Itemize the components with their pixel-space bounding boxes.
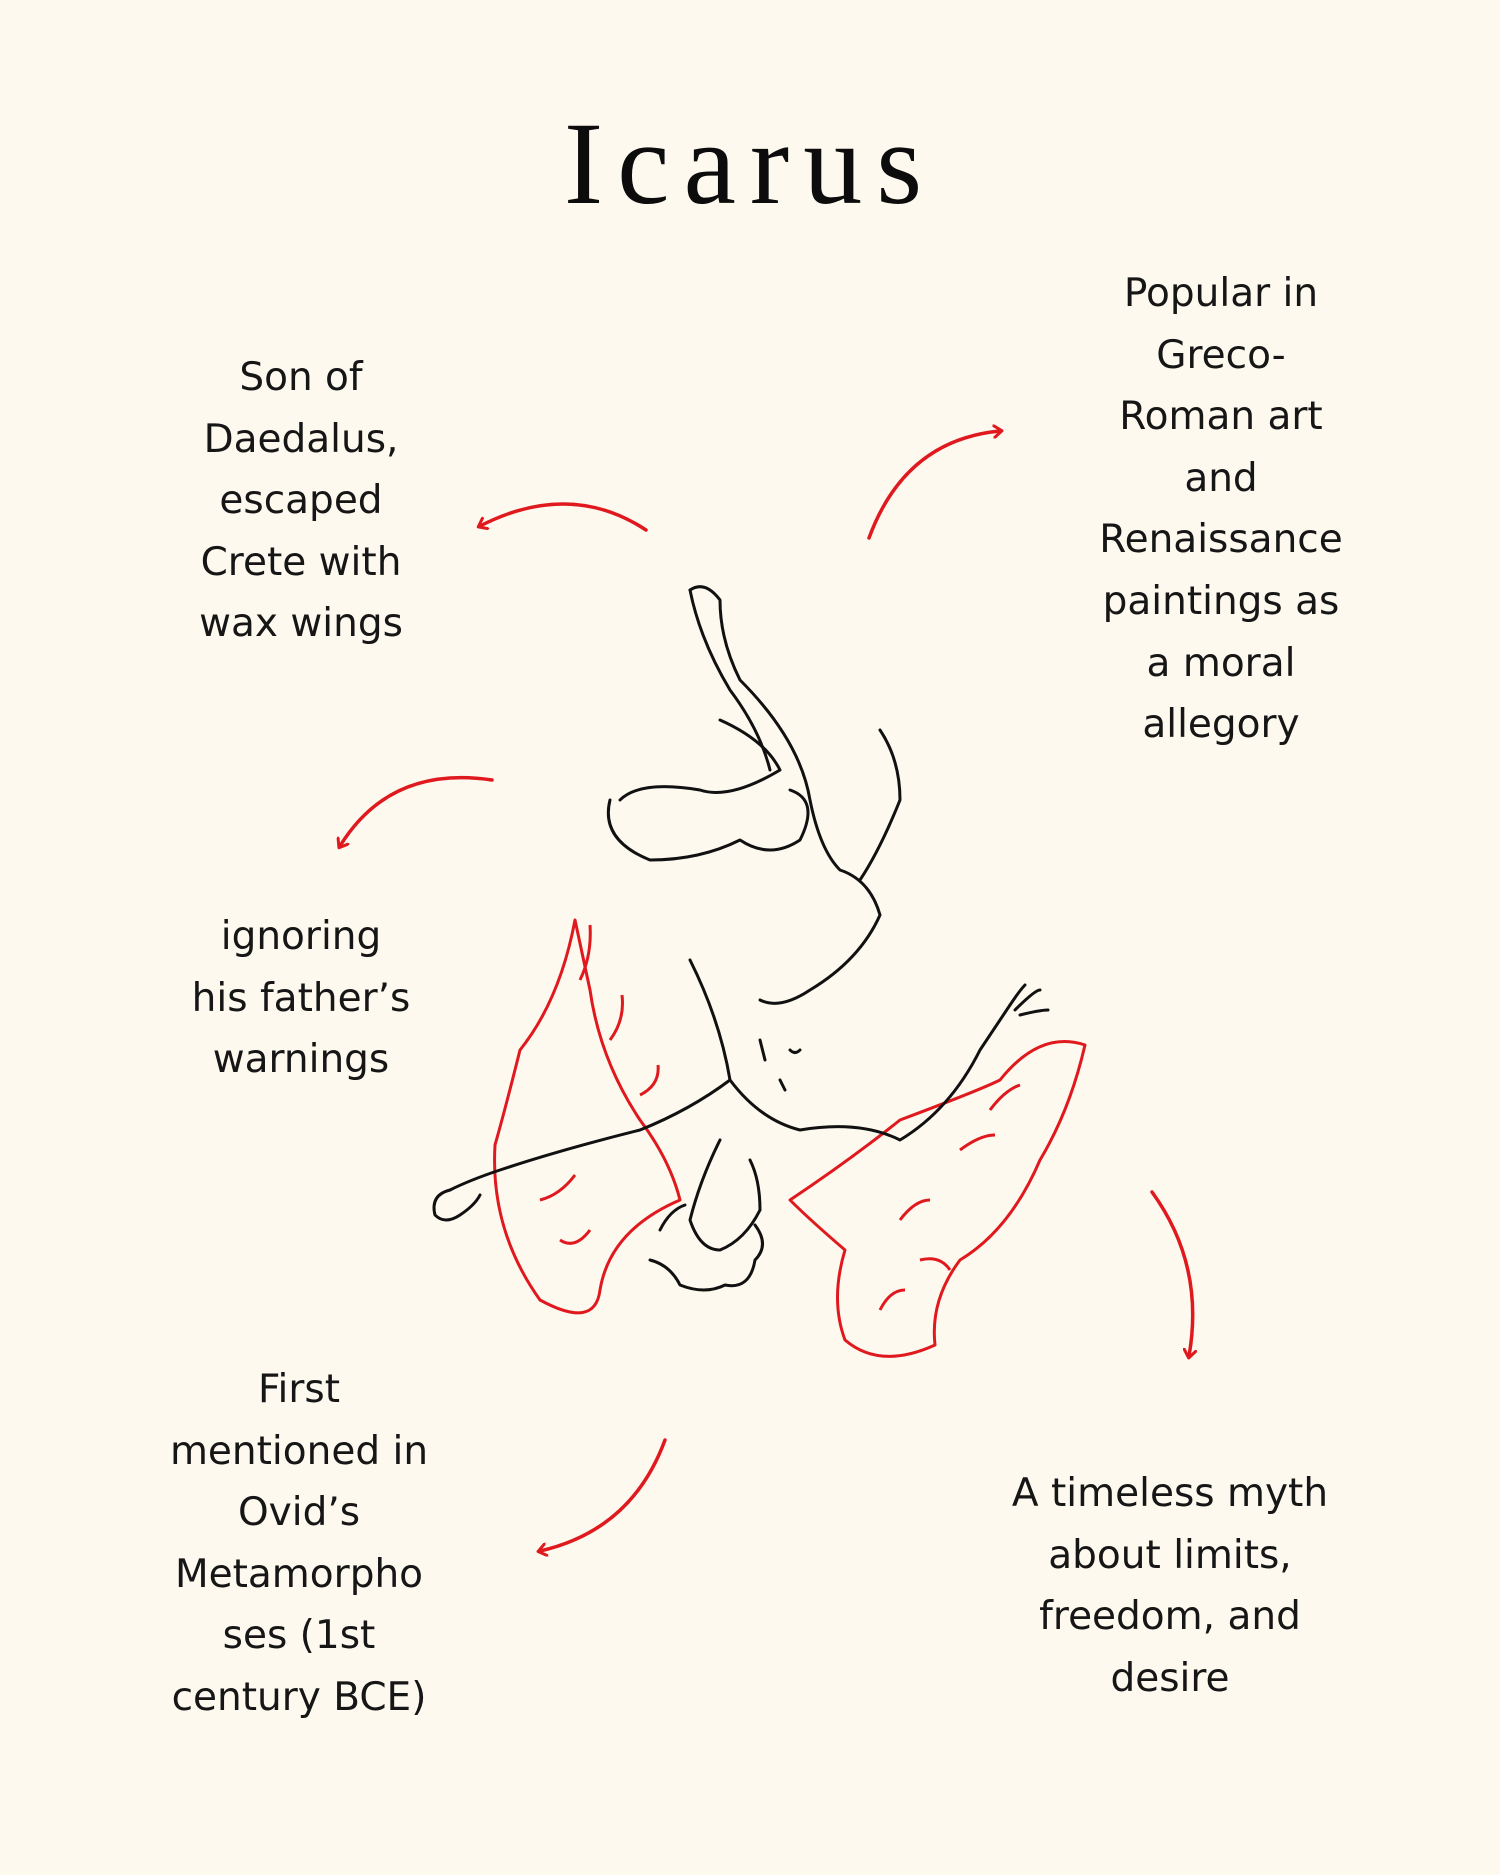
note-ignoring-warnings: ignoring his father’s warnings [191,914,411,1083]
note-timeless-myth: A timeless myth about limits, freedom, and desire [1011,1471,1329,1701]
arrow-to-myth [1152,1192,1193,1356]
arrow-to-art [869,431,1000,538]
arrow-to-warnings [340,778,492,846]
icarus-figure [434,587,1048,1290]
note-art-popularity: Popular in Greco- Roman art and Renaissance paintings as a moral allegory [1099,271,1343,748]
arrow-to-first-mention [540,1440,665,1551]
page-title: Icarus [563,98,937,229]
wings-illustration [495,920,1085,1356]
note-parentage: Son of Daedalus, escaped Crete with wax wings [199,355,403,647]
arrow-to-parentage [480,504,646,530]
note-first-mention: First mentioned in Ovid’s Metamorpho ses (1st century BCE) [169,1367,429,1720]
